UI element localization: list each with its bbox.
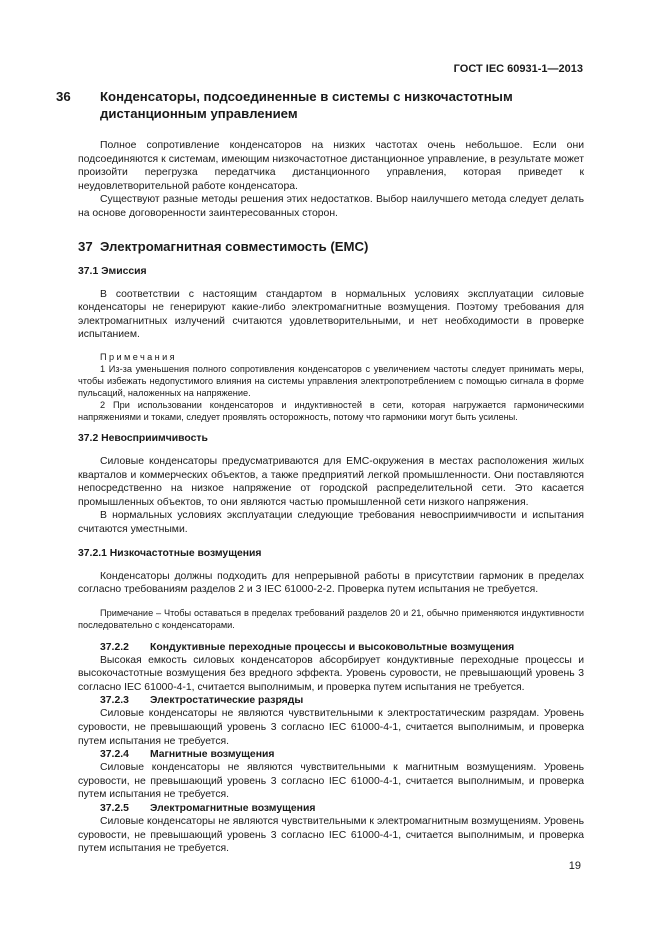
subsection-37-2-3-number: 37.2.3 — [100, 695, 129, 707]
section-36-heading — [56, 88, 584, 122]
section-36-number: 36 — [56, 89, 71, 104]
subsection-37-2-5-heading — [78, 802, 584, 815]
notes-block — [78, 351, 584, 423]
notes-heading: Примечания — [100, 351, 178, 362]
subsection-37-2-2-title: Кондуктивные переходные процессы и высоковольтные возмущения — [150, 641, 515, 653]
document-id: ГОСТ IEC 60931-1—2013 — [453, 63, 583, 75]
subsection-37-2-3-paragraph: Силовые конденсаторы не являются чувствительными к электростатическим разрядам. Уровень суровости, не превышающий уровень 3 согласно IEC 61000-4-1, считается выполнимым, и проверка путем испытания не требуется. — [78, 708, 584, 747]
subsection-37-2-title: 37.2 Невосприимчивость — [78, 432, 208, 444]
subsection-37-2-3-heading — [78, 694, 584, 707]
subsection-37-2-2-number: 37.2.2 — [100, 641, 129, 653]
subsection-37-2-4-number: 37.2.4 — [100, 749, 129, 761]
section-37-number: 37 — [78, 238, 93, 254]
subsection-37-2-1-paragraph: Конденсаторы должны подходить для непрерывной работы в присутствии гармоник в пределах согласно требованиям разделов 2 и 3 IEC 61000-2-2. Проверка путем испытания не требуется. — [78, 570, 584, 596]
subsection-37-2-5-paragraph: Силовые конденсаторы не являются чувствительными к электромагнитным возмущениям. Уровень суровости, не превышающий уровень 3 согласно IEC 61000-4-1, считается выполнимым, и проверка путем испытания не требуется. — [78, 816, 584, 855]
subsection-37-2-4-title: Магнитные возмущения — [150, 749, 275, 761]
page-content — [56, 88, 584, 856]
section-36-paragraph-2: Существуют разные методы решения этих недостатков. Выбор наилучшего метода следует делать на основе договоренности заинтересованных сторон. — [78, 194, 584, 219]
subsection-37-2-1-title: 37.2.1 Низкочастотные возмущения — [78, 547, 262, 559]
subsection-37-2-2-paragraph: Высокая емкость силовых конденсаторов абсорбирует кондуктивные переходные процессы и высокочастотные возмущения без вредного эффекта. Уровень суровости, не превышающий уровень 3 согласно IEC 61000-4-1, считается выполнимым, и проверка путем испытания не требуется. — [78, 654, 584, 693]
subsection-37-2-paragraph-2: В нормальных условиях эксплуатации следующие требования невосприимчивости и испытания считаются уместными. — [78, 510, 584, 535]
note-2: 2 При использовании конденсаторов и индуктивностей в сети, которая нагружается гармоническими напряжениями и токами, следует проявлять осторожность, потому что гармоники могут быть усилены. — [78, 399, 584, 422]
note-1: 1 Из-за уменьшения полного сопротивления конденсаторов с увеличением частоты следует принимать меры, чтобы избежать недопустимого влияния на системы управления электропотреблением с помощью сигнала в форме пульсаций, наложенных на напряжение. — [78, 363, 584, 398]
section-37-title: Электромагнитная совместимость (EMC) — [100, 238, 369, 254]
subsection-37-2-3-title: Электростатические разряды — [150, 695, 304, 707]
subsection-37-2-paragraph-1: Силовые конденсаторы предусматриваются для EMC-окружения в местах расположения жилых кварталов и коммерческих объектов, а также предприятий легкой промышленности. Они поставляются непосредственно на низкое напряжение от городской распределительной сети. Это касается промышленных объектов, то они являются частью промышленной сети низкого напряжения. — [78, 455, 584, 508]
note-block-2 — [78, 607, 584, 631]
section-37-heading — [78, 238, 584, 255]
subsection-37-2-2-heading — [78, 641, 584, 654]
subsection-37-2-4-heading — [78, 748, 584, 761]
section-36-title: Конденсаторы, подсоединенные в системы с низкочастотным дистанционным управлением — [100, 89, 513, 121]
page-number: 19 — [568, 860, 581, 872]
subsection-37-1-title: 37.1 Эмиссия — [78, 265, 147, 277]
subsection-37-1-paragraph: В соответствии с настоящим стандартом в нормальных условиях эксплуатации силовые конденсаторы не генерируют какие-либо электромагнитные возмущения. Поэтому требования для электромагнитных излучений считаются удовлетворительными, и нет необходимости в проверке испытанием. — [78, 288, 584, 341]
subsection-37-2-5-title: Электромагнитные возмущения — [150, 803, 316, 815]
section-36-paragraph-1: Полное сопротивление конденсаторов на низких частотах очень небольшое. Если они подсоединяются к системам, имеющим низкочастотное дистанционное управление, в результате может произойти перегрузка передатчика дистанционного управления, которая приведет к неудовлетворительной работе конденсатора. — [78, 140, 584, 192]
note-3: Примечание – Чтобы оставаться в пределах требований разделов 20 и 21, обычно применяются индуктивности последовательно с конденсаторами. — [78, 607, 584, 630]
subsection-37-2-4-paragraph: Силовые конденсаторы не являются чувствительными к магнитным возмущениям. Уровень суровости, не превышающий уровень 3 согласно IEC 61000-4-1, считается выполнимым, и проверка путем испытания не требуется. — [78, 762, 584, 801]
subsection-37-2-5-number: 37.2.5 — [100, 803, 129, 815]
